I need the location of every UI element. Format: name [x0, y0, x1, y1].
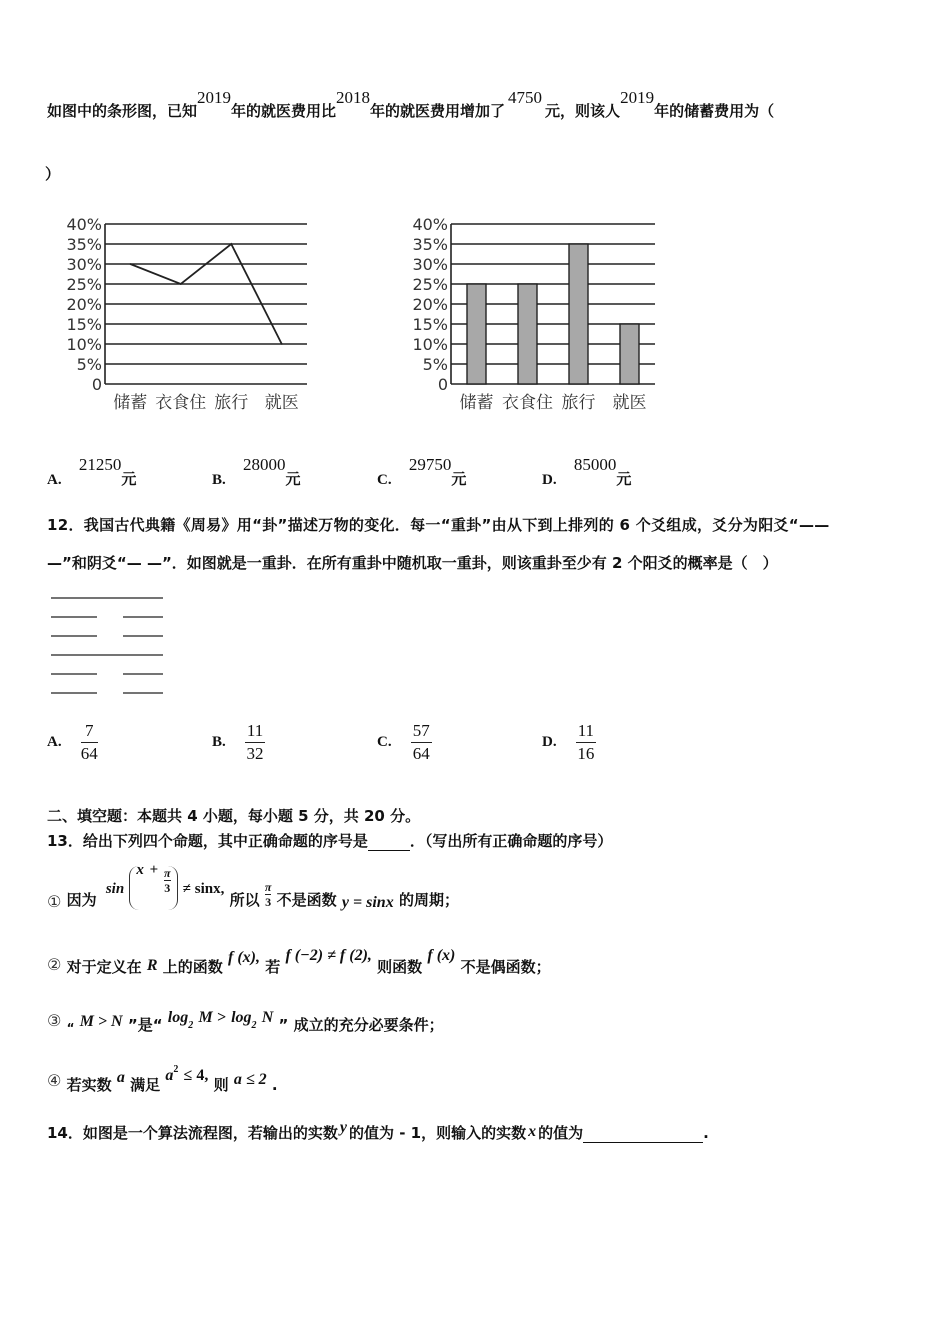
q11-stem: 如图中的条形图，已知2019年的就医费用比2018年的就医费用增加了4750元，则该人2019年的储蓄费用为（ [47, 88, 775, 120]
y-tick-label: 0 [91, 375, 102, 394]
hexagram-figure [45, 590, 175, 700]
q12-option-a[interactable]: A. $\frac{7}{64}$ [47, 721, 98, 763]
y-tick-label: 30% [412, 255, 448, 274]
q11-options [47, 455, 747, 495]
x-tick-label: 储蓄 [459, 393, 494, 413]
q12-option-d[interactable]: D. $\frac{11}{16}$ [542, 721, 595, 763]
q11-option-d[interactable]: D. 85000元 [542, 455, 632, 488]
q12-option-c[interactable]: C. $\frac{57}{64}$ [377, 721, 430, 763]
q12-option-b[interactable]: B. $\frac{11}{32}$ [212, 721, 264, 763]
q13-answer-blank[interactable] [368, 834, 410, 851]
q11-year-3: 2019 [620, 88, 655, 107]
q11-stem-close: ） [45, 165, 61, 183]
section-heading: 二、填空题：本题共 4 小题，每小题 5 分，共 20 分。 [47, 807, 421, 825]
q11-line-chart [45, 208, 365, 418]
y-tick-label: 10% [412, 335, 448, 354]
q13-statement-2: ② 对于定义在 R 上的函数 f (x), 若 f (−2) ≠ f (2), 则函数 f (x) 不是偶函数； [47, 947, 551, 976]
data-point [281, 343, 283, 345]
y-tick-label: 20% [412, 295, 448, 314]
x-tick-label: 衣食住 [155, 393, 207, 413]
data-point [129, 263, 131, 265]
y-tick-label: 25% [66, 275, 102, 294]
q13-statement-3: ③ $_“$ M > N ”是“ $\log_2 M > \log_2 N$ ” 成立的充分必要条件； [47, 1009, 444, 1035]
q11-year-1: 2019 [197, 88, 232, 107]
data-point [180, 283, 182, 285]
x-tick-label: 就医 [264, 393, 299, 413]
q12-stem-line-1: 12．我国古代典籍《周易》用“卦”描述万物的变化．每一“重卦”由从下到上排列的 6 个爻组成，爻分为阳爻“—— [47, 516, 830, 534]
q11-option-b[interactable]: B. 28000元 [212, 455, 301, 488]
x-tick-label: 旅行 [561, 393, 596, 413]
y-tick-label: 30% [66, 255, 102, 274]
q12-options [47, 720, 667, 772]
q13-statement-1: ① 因为 sin x + $\frac{\pi}{3}$ ≠ sinx, 所以 $\frac{\pi}{3}$ 不是函数 y = sinx 的周期； [47, 862, 459, 911]
y-tick-label: 40% [412, 215, 448, 234]
y-tick-label: 10% [66, 335, 102, 354]
y-tick-label: 25% [412, 275, 448, 294]
x-tick-label: 旅行 [214, 393, 249, 413]
bar [569, 244, 588, 384]
bar [467, 284, 486, 384]
y-tick-label: 0 [437, 375, 448, 394]
y-tick-label: 15% [412, 315, 448, 334]
q12-stem-line-2: —”和阴爻“— —”．如图就是一重卦．在所有重卦中随机取一重卦，则该重卦至少有 2 个阳爻的概率是（ ） [47, 554, 778, 572]
y-tick-label: 5% [422, 355, 448, 374]
y-tick-label: 35% [66, 235, 102, 254]
y-tick-label: 35% [412, 235, 448, 254]
x-tick-label: 就医 [612, 393, 647, 413]
q11-option-a[interactable]: A. 21250元 [47, 455, 137, 488]
y-tick-label: 5% [76, 355, 102, 374]
series-line [130, 244, 282, 344]
q11-option-c[interactable]: C. 29750元 [377, 455, 467, 488]
q14-stem: 14．如图是一个算法流程图，若输出的实数 y 的值为 - 1，则输入的实数 x 的值为 . [47, 1119, 709, 1142]
bar [620, 324, 639, 384]
y-tick-label: 40% [66, 215, 102, 234]
y-tick-label: 20% [66, 295, 102, 314]
bar [518, 284, 537, 384]
q13-stem: 13．给出下列四个命题，其中正确命题的序号是 ．（写出所有正确命题的序号） [47, 832, 613, 850]
q11-bar-chart [395, 208, 715, 418]
data-point [230, 243, 232, 245]
x-tick-label: 衣食住 [502, 393, 553, 413]
q11-amount: 4750 [508, 88, 543, 107]
q13-statement-4: ④ 若实数 a 满足 $a^2 \le 4$, 则 a ≤ 2 . [47, 1064, 278, 1094]
x-tick-label: 储蓄 [113, 393, 148, 413]
q11-year-2: 2018 [336, 88, 371, 107]
q14-answer-blank[interactable] [583, 1126, 703, 1143]
y-tick-label: 15% [66, 315, 102, 334]
